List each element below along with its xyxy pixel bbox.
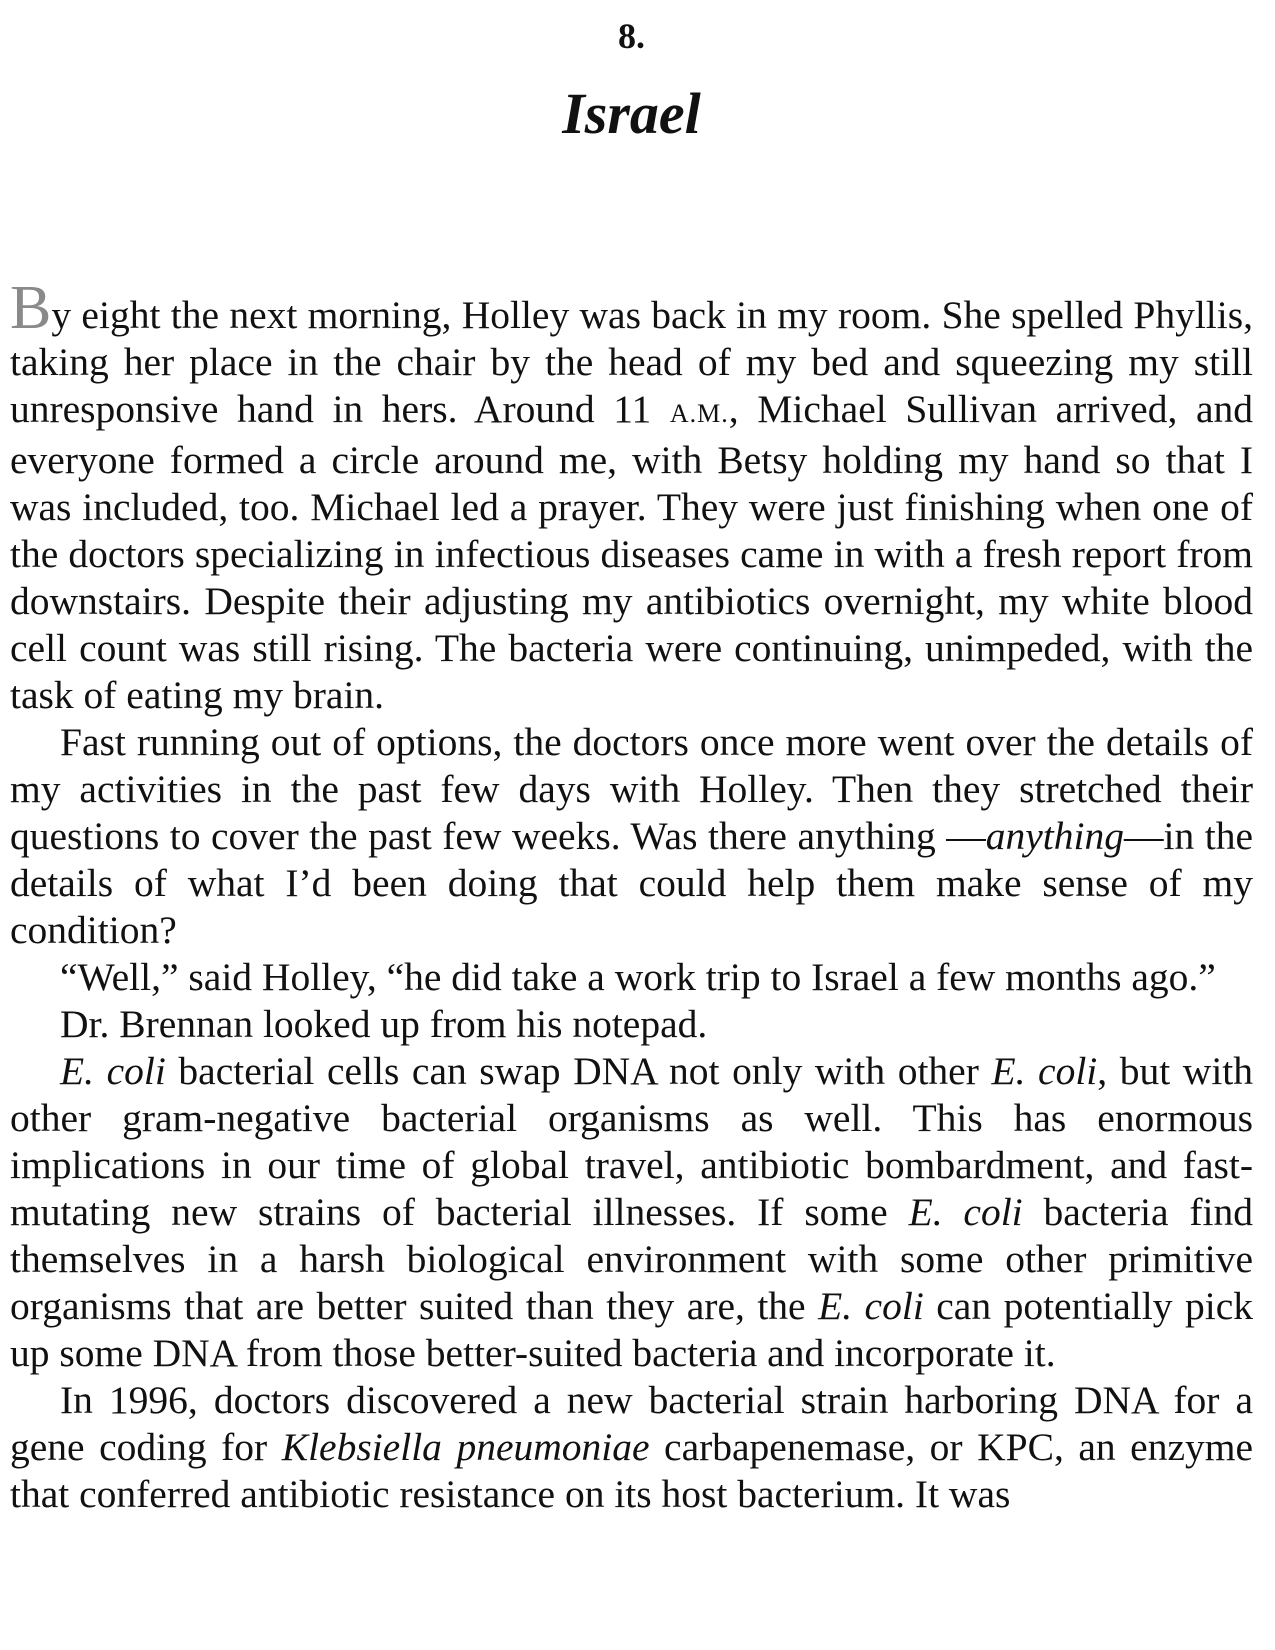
emphasis-ecoli-2: E. coli [991, 1049, 1098, 1093]
emphasis-ecoli-1: E. coli [60, 1049, 166, 1093]
paragraph-2-text-a: Fast running out of options, the doctors once more went over the details of my activities in the past few days with Holley. Then they stretched their questions to cover the past few weeks. Was there anything — [10, 720, 1253, 858]
paragraph-2-text-b: —in the details of what I’d been doing that could help them make sense of my condition? [10, 814, 1253, 952]
emphasis-ecoli-4: E. coli [818, 1284, 924, 1328]
paragraph-5-text-b: , but with other gram-negative bacterial organisms as well. This has enormous implications in our time of global travel, antibiotic bombardment, and fast-mutating new strains of bacterial illnesses. If some [10, 1049, 1253, 1234]
paragraph-4: Dr. Brennan looked up from his notepad. [60, 1002, 708, 1046]
paragraph-6 [10, 1377, 1253, 1518]
paragraph-5-text-d: can potentially pick up some DNA from those better-suited bacteria and incorporate it. [10, 1284, 1253, 1375]
drop-cap: B [10, 274, 52, 342]
paragraph-1 [10, 274, 1253, 719]
paragraph-6-text-b: carbapenemase, or KPC, an enzyme that conferred antibiotic resistance on its host bacterium. It was [10, 1425, 1253, 1516]
book-page [10, 0, 1253, 1650]
paragraph-1-text-b: , Michael Sullivan arrived, and everyone formed a circle around me, with Betsy holding my hand so that I was included, too. Michael led a prayer. They were just finishing when one of the doctors specializing in infectious diseases came in with a fresh report from downstairs. Despite their adjusting my antibiotics overnight, my white blood cell count was still rising. The bacteria were continuing, unimpeded, with the task of eating my brain. [10, 387, 1253, 717]
paragraph-1-text-a: y eight the next morning, Holley was back in my room. She spelled Phyllis, taking her place in the chair by the head of my bed and squeezing my still unresponsive hand in hers. Around 11 [10, 293, 1253, 431]
chapter-number: 8. [618, 16, 645, 56]
chapter-title: Israel [562, 81, 701, 146]
paragraph-6-text-a: In 1996, doctors discovered a new bacterial strain harboring DNA for a gene coding for [10, 1378, 1253, 1469]
emphasis-ecoli-3: E. coli [908, 1190, 1023, 1234]
paragraph-2 [10, 719, 1253, 954]
paragraph-3: “Well,” said Holley, “he did take a work trip to Israel a few months ago.” [60, 955, 1216, 999]
small-caps-time: A.M. [669, 399, 729, 428]
body-text [10, 274, 1253, 1518]
paragraph-5 [10, 1048, 1253, 1377]
paragraph-5-text-c: bacteria find themselves in a harsh biological environment with some other primitive organisms that are better suited than they are, the [10, 1190, 1253, 1328]
emphasis-anything: anything [985, 814, 1124, 858]
emphasis-klebsiella: Klebsiella pneumoniae [281, 1425, 650, 1469]
paragraph-5-text-a: bacterial cells can swap DNA not only with other [165, 1049, 992, 1093]
